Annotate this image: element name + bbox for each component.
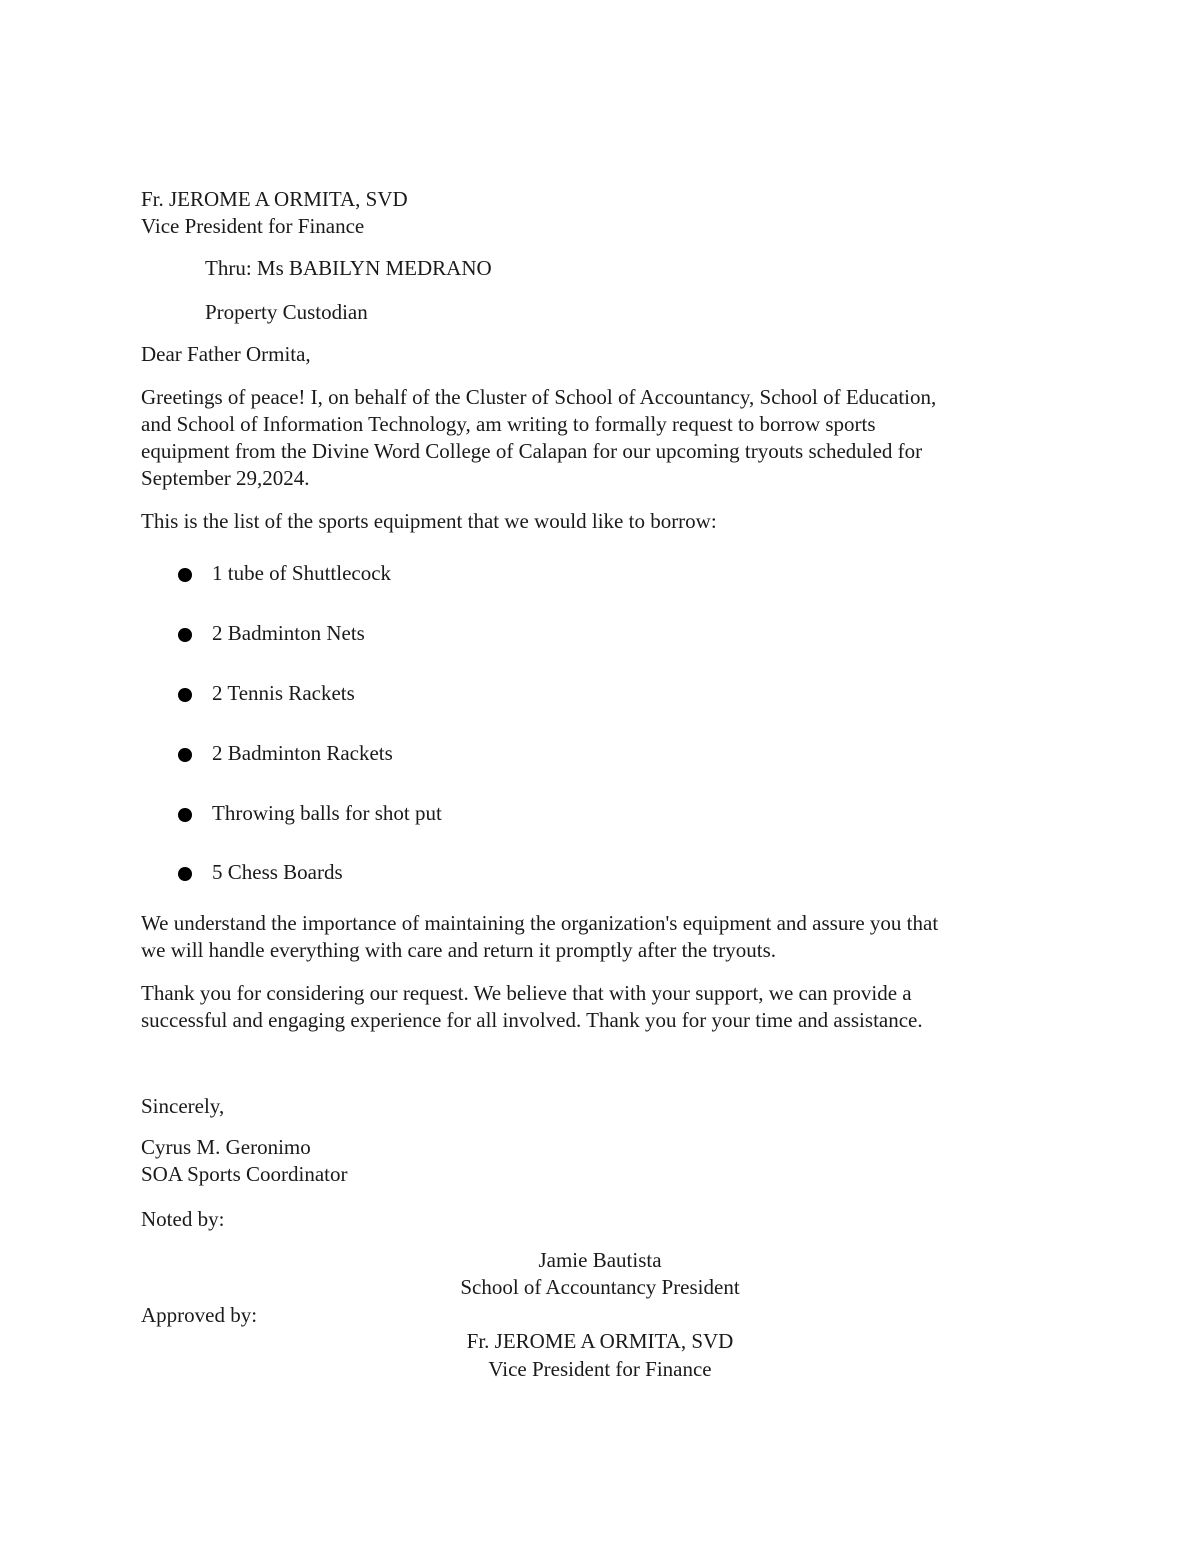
equipment-item-text: 2 Tennis Rackets bbox=[212, 681, 355, 705]
thanks-paragraph bbox=[141, 980, 1051, 1034]
intro-line: Greetings of peace! I, on behalf of the Cluster of School of Accountancy, School of Education, bbox=[141, 385, 937, 409]
equipment-item-text: Throwing balls for shot put bbox=[212, 801, 442, 825]
closing: Sincerely, bbox=[141, 1094, 225, 1118]
recipient-title: Vice President for Finance bbox=[141, 214, 365, 238]
intro-line: September 29,2024. bbox=[141, 466, 310, 490]
thanks-line: successful and engaging experience for all involved. Thank you for your time and assistance. bbox=[141, 1008, 923, 1032]
approved-by-name: Fr. JEROME A ORMITA, SVD bbox=[466, 1329, 734, 1353]
list-intro: This is the list of the sports equipment that we would like to borrow: bbox=[141, 509, 717, 533]
sender-name: Cyrus M. Geronimo bbox=[141, 1135, 311, 1159]
noted-by-title: School of Accountancy President bbox=[460, 1275, 740, 1299]
equipment-item-text: 2 Badminton Rackets bbox=[212, 741, 393, 765]
equipment-item-text: 1 tube of Shuttlecock bbox=[212, 561, 392, 585]
intro-line: and School of Information Technology, am writing to formally request to borrow sports bbox=[141, 412, 876, 436]
intro-paragraph bbox=[141, 384, 1051, 492]
thru-title: Property Custodian bbox=[205, 300, 368, 324]
assurance-paragraph bbox=[141, 910, 1051, 964]
bullet-icon bbox=[178, 867, 192, 881]
bullet-icon bbox=[178, 568, 192, 582]
noted-by-label: Noted by: bbox=[141, 1207, 225, 1231]
assurance-line: we will handle everything with care and return it promptly after the tryouts. bbox=[141, 938, 777, 962]
bullet-icon bbox=[178, 808, 192, 822]
intro-line: equipment from the Divine Word College of Calapan for our upcoming tryouts scheduled for bbox=[141, 439, 923, 463]
noted-by-name: Jamie Bautista bbox=[538, 1248, 662, 1272]
bullet-icon bbox=[178, 688, 192, 702]
equipment-item-text: 5 Chess Boards bbox=[212, 860, 343, 884]
approved-by-label: Approved by: bbox=[141, 1303, 258, 1327]
recipient-name: Fr. JEROME A ORMITA, SVD bbox=[141, 187, 408, 211]
thanks-line: Thank you for considering our request. We believe that with your support, we can provide a bbox=[141, 981, 912, 1005]
equipment-item-text: 2 Badminton Nets bbox=[212, 621, 365, 645]
thru-name: Thru: Ms BABILYN MEDRANO bbox=[205, 256, 492, 280]
approved-by-title: Vice President for Finance bbox=[488, 1357, 712, 1381]
sender-title: SOA Sports Coordinator bbox=[141, 1162, 348, 1186]
assurance-line: We understand the importance of maintaining the organization's equipment and assure you that bbox=[141, 911, 939, 935]
bullet-icon bbox=[178, 628, 192, 642]
salutation: Dear Father Ormita, bbox=[141, 342, 311, 366]
bullet-icon bbox=[178, 748, 192, 762]
